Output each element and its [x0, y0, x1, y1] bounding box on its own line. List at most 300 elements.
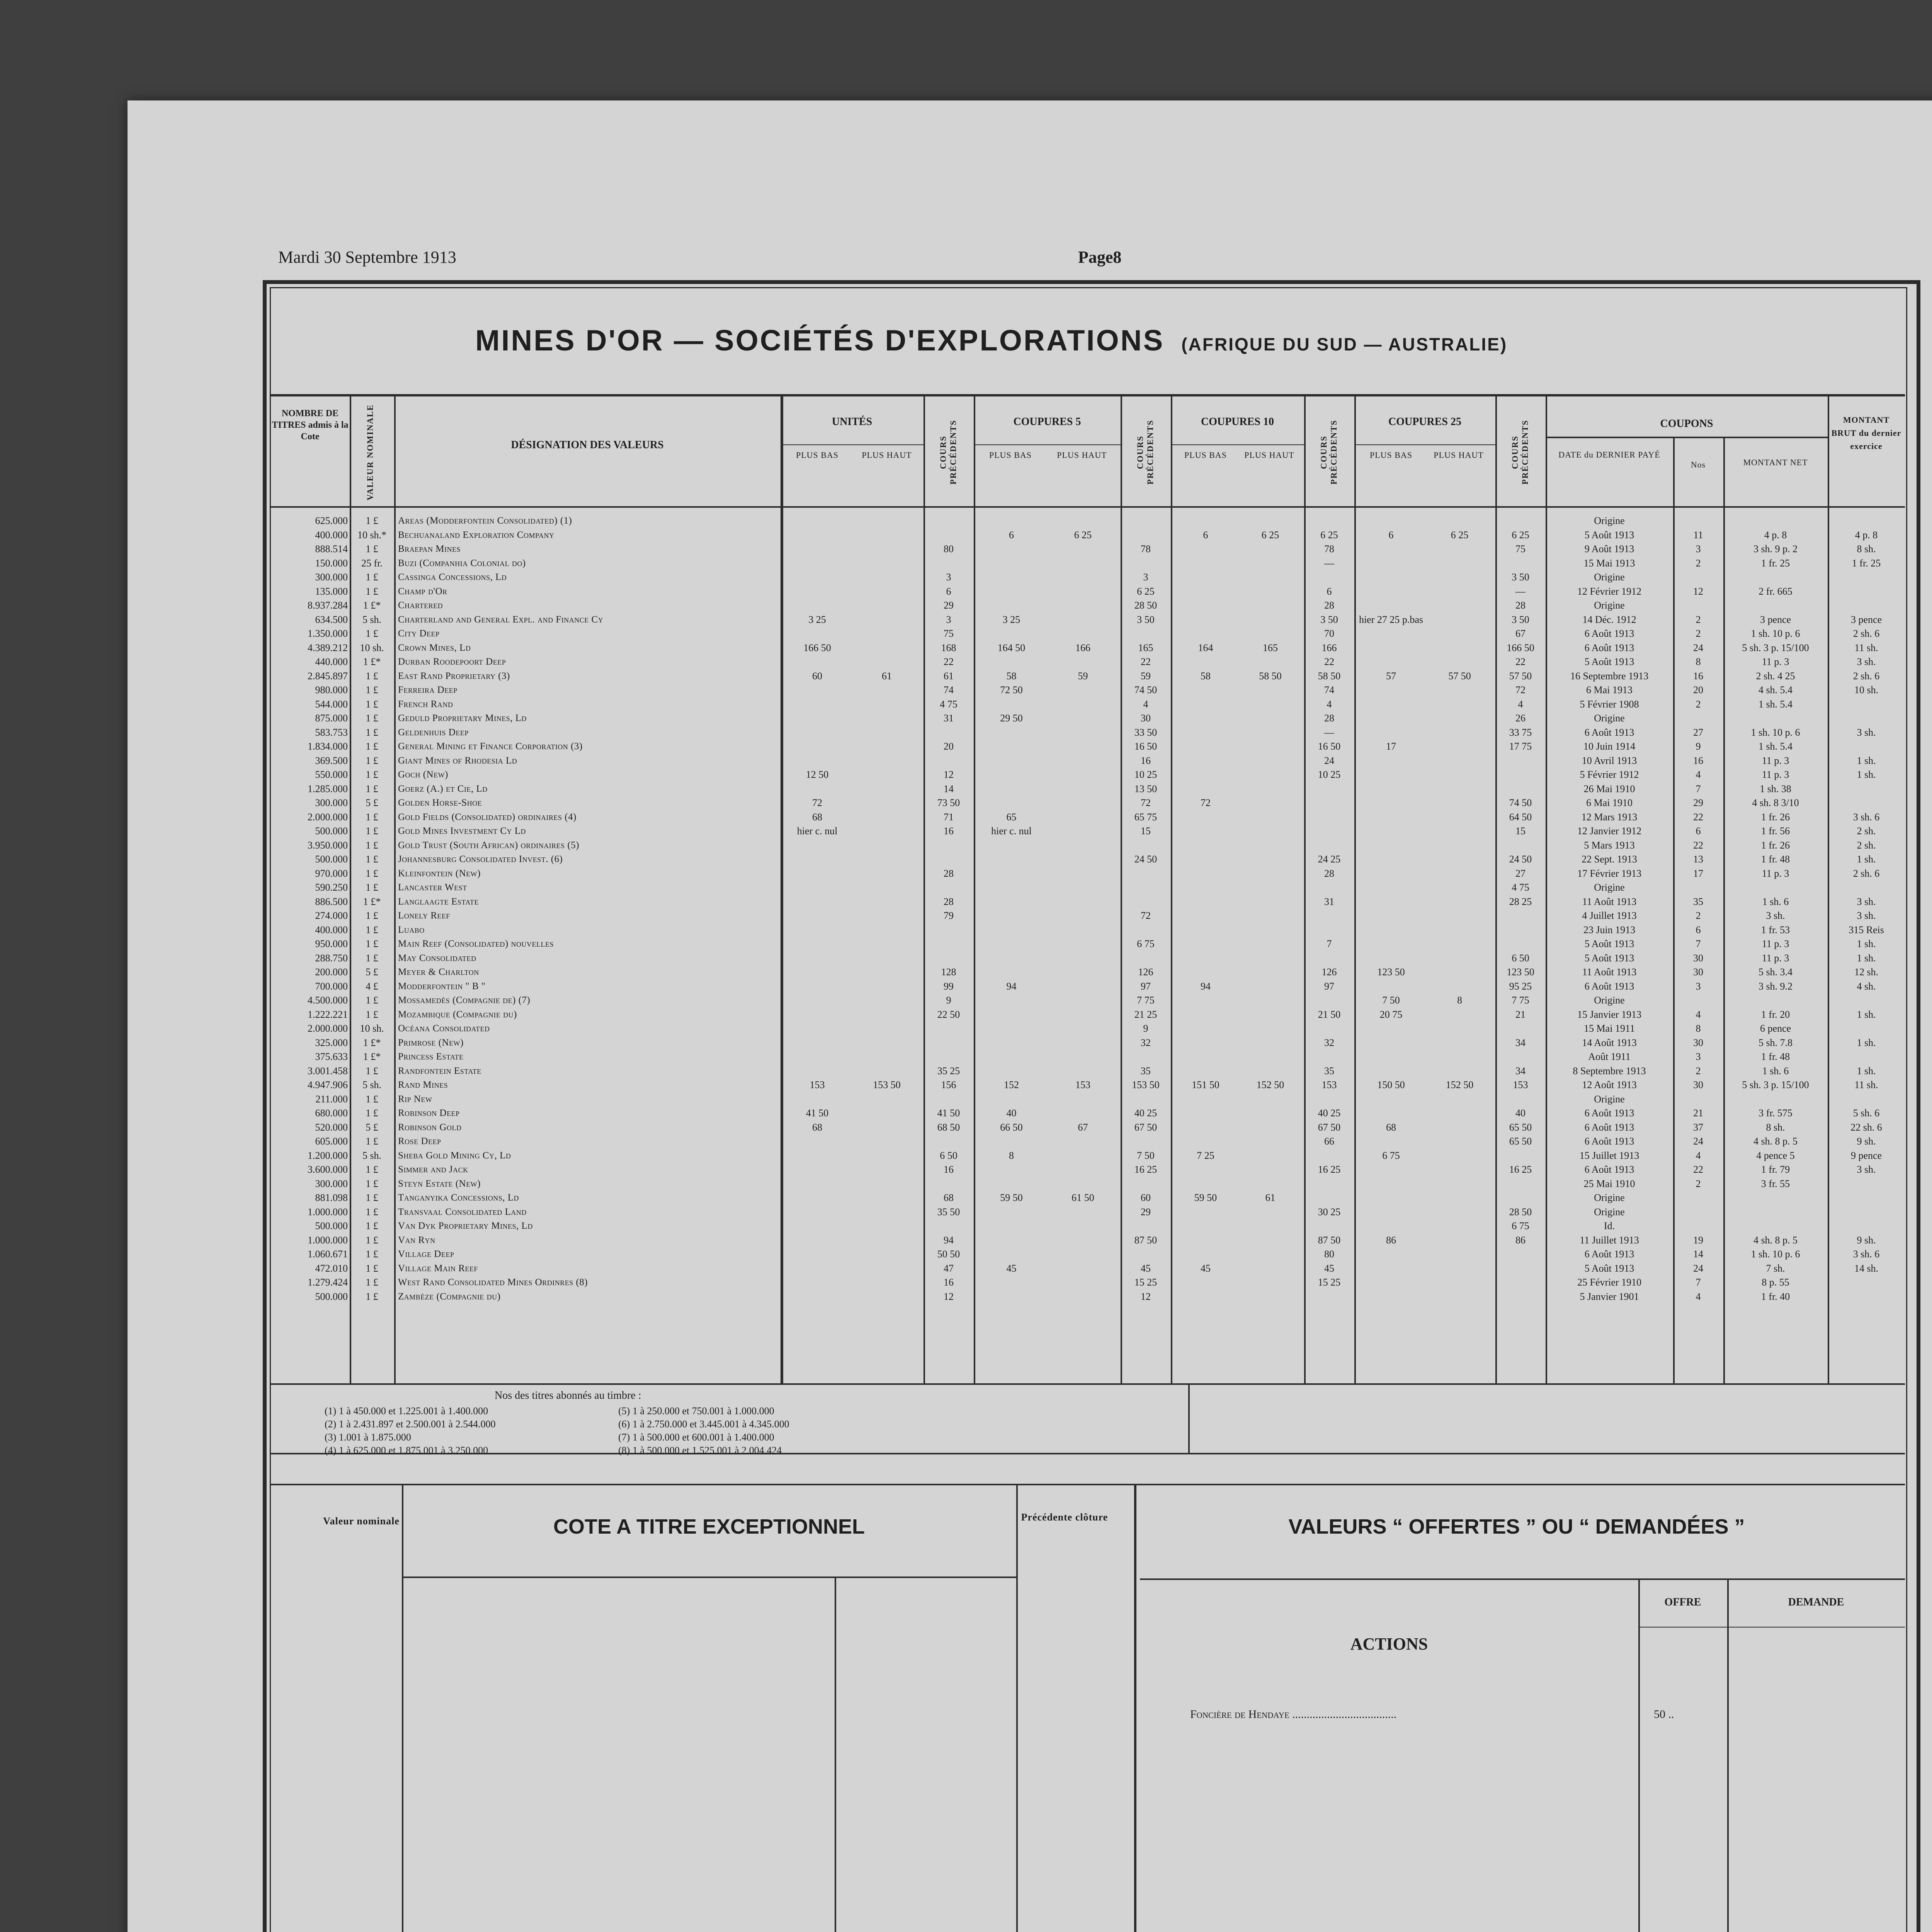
col-coupons: COUPONS: [1660, 418, 1713, 430]
table-cell-uc: 68 50: [937, 1121, 960, 1133]
col-rule: [1673, 437, 1675, 1383]
table-cell-net: 1 sh. 5.4: [1758, 698, 1793, 710]
table-cell-uc: 68: [944, 1192, 954, 1203]
table-cell-uc: 28: [944, 896, 954, 907]
table-cell-uc: 75: [944, 628, 954, 639]
table-cell-d: Areas (Modderfontein Consolidated) (1): [398, 515, 572, 526]
table-cell-date: 8 Septembre 1913: [1573, 1065, 1646, 1077]
table-cell-v: 1 £: [366, 952, 378, 964]
table-cell-date: 15 Juillet 1913: [1579, 1150, 1639, 1161]
table-cell-no: 21: [1693, 1107, 1703, 1119]
table-cell-c25c: 57 50: [1509, 670, 1532, 682]
table-cell-date: 25 Février 1910: [1577, 1277, 1642, 1288]
table-cell-no: 7: [1696, 1277, 1701, 1288]
table-cell-c25b: 152 50: [1446, 1079, 1474, 1090]
table-cell-c10a: 94: [1201, 980, 1211, 992]
table-cell-n: 1.060.671: [308, 1248, 348, 1260]
table-cell-d: Robinson Gold: [398, 1122, 462, 1133]
table-cell-d: Steyn Estate (New): [398, 1178, 481, 1189]
table-cell-uc: 31: [944, 713, 954, 724]
table-cell-c25b: 6 25: [1451, 529, 1469, 541]
table-cell-v: 1 £*: [363, 600, 381, 611]
table-cell-u1: 3 25: [808, 614, 826, 625]
col-plus-bas: PLUS BAS: [1369, 450, 1413, 460]
table-cell-u1: 60: [812, 670, 822, 682]
table-cell-c10c: 97: [1324, 980, 1334, 992]
table-cell-d: Rand Mines: [398, 1080, 448, 1090]
table-cell-n: 200.000: [315, 966, 348, 978]
table-cell-c5b: 61 50: [1071, 1192, 1094, 1203]
table-cell-c10c: 7: [1327, 938, 1332, 949]
table-cell-uc: 74: [944, 684, 954, 696]
table-cell-no: 14: [1693, 1248, 1703, 1260]
table-cell-u1: 166 50: [803, 642, 831, 653]
table-cell-d: Transvaal Consolidated Land: [398, 1206, 527, 1217]
table-cell-c5c: 9: [1143, 1023, 1148, 1034]
rule: [1134, 1485, 1136, 1932]
table-cell-c5c: 10 25: [1134, 769, 1157, 780]
table-cell-date: Origine: [1594, 1192, 1625, 1203]
table-cell-uc: 35 50: [937, 1206, 960, 1218]
table-cell-v: 1 £: [366, 698, 378, 710]
table-cell-date: 10 Avril 1913: [1582, 755, 1637, 766]
offertes-item: [1190, 1708, 1396, 1721]
table-cell-d: Kleinfontein (New): [398, 868, 481, 879]
table-cell-c5c: 3: [1143, 571, 1148, 583]
table-cell-net: 5 sh. 3 p. 15/100: [1742, 1079, 1809, 1090]
table-cell-c10b: 152 50: [1256, 1079, 1284, 1090]
timbre-note: (8) 1 à 500.000 et 1.525.001 à 2.004.424: [618, 1445, 782, 1456]
table-cell-date: Origine: [1594, 571, 1625, 583]
timbre-note: (1) 1 à 450.000 et 1.225.001 à 1.400.000: [325, 1405, 488, 1417]
table-cell-d: Modderfontein " B ": [398, 981, 486, 992]
table-cell-brut: 3 sh.: [1857, 910, 1876, 921]
table-cell-net: 7 sh.: [1766, 1262, 1785, 1274]
table-cell-v: 1 £: [366, 1093, 378, 1105]
table-cell-c25b: 57 50: [1448, 670, 1471, 682]
table-cell-n: 4.389.212: [308, 642, 348, 653]
table-cell-uc: 128: [941, 966, 956, 978]
table-cell-c5a: 65: [1006, 811, 1017, 823]
table-cell-brut: 3 sh. 6: [1853, 1248, 1880, 1260]
table-cell-n: 211.000: [315, 1093, 348, 1105]
table-cell-brut: 3 pence: [1850, 614, 1882, 625]
table-cell-uc: 16: [944, 1164, 954, 1175]
table-cell-v: 1 £: [366, 854, 378, 865]
table-cell-c25c: 15: [1515, 825, 1526, 837]
table-cell-uc: 61: [944, 670, 954, 682]
col-nombre: NOMBRE DE TITRES admis à la Cote: [272, 408, 349, 442]
table-cell-v: 1 £: [366, 741, 378, 752]
table-cell-c5a: 29 50: [1000, 713, 1023, 724]
table-cell-n: 400.000: [315, 924, 348, 935]
table-cell-n: 150.000: [315, 557, 348, 569]
table-cell-no: 37: [1693, 1121, 1703, 1133]
table-cell-n: 500.000: [315, 1291, 348, 1302]
table-cell-no: 8: [1696, 1023, 1701, 1034]
table-cell-d: Zambèze (Compagnie du): [398, 1291, 501, 1302]
table-cell-c10a: 164: [1198, 642, 1213, 653]
table-cell-d: Gold Trust (South African) ordinaires (5): [398, 840, 580, 850]
table-cell-n: 3.600.000: [308, 1164, 348, 1175]
table-cell-d: Champ d'Or: [398, 586, 447, 597]
table-cell-d: Goerz (A.) et Cie, Ld: [398, 783, 488, 794]
table-cell-c5c: 30: [1141, 713, 1151, 724]
table-cell-c10c: 28: [1324, 867, 1334, 879]
table-cell-d: Tanganyika Concessions, Ld: [398, 1192, 519, 1203]
table-cell-no: 24: [1693, 1136, 1703, 1147]
table-cell-net: 1 fr. 20: [1761, 1009, 1790, 1020]
table-cell-c5c: 6 75: [1137, 938, 1155, 949]
table-cell-c5c: 13 50: [1134, 783, 1157, 794]
table-cell-c10c: 70: [1324, 628, 1334, 639]
table-cell-no: 24: [1693, 642, 1703, 653]
table-cell-c5c: 59: [1141, 670, 1151, 682]
table-cell-n: 888.514: [315, 543, 348, 554]
table-cell-d: Meyer & Charlton: [398, 967, 479, 977]
table-cell-v: 5 £: [366, 1121, 378, 1133]
coupons-rule: [1546, 437, 1828, 438]
timbre-note: (4) 1 à 625.000 et 1.875.001 à 3.250.000: [325, 1445, 488, 1456]
table-cell-v: 1 £: [366, 543, 378, 554]
sub-rule: [781, 444, 923, 445]
table-cell-c5c: 16 25: [1134, 1164, 1157, 1175]
table-cell-net: 5 sh. 3.4: [1758, 966, 1793, 978]
table-cell-c5c: 40 25: [1134, 1107, 1157, 1119]
table-cell-c10a: 58: [1201, 670, 1211, 682]
table-cell-d: West Rand Consolidated Mines Ordinres (8): [398, 1277, 588, 1287]
table-cell-c10c: 31: [1324, 896, 1334, 907]
precedente-cloture-header: Précédente clôture: [1021, 1512, 1108, 1523]
table-cell-net: 1 fr. 26: [1761, 811, 1790, 823]
title-sub: (AFRIQUE DU SUD — AUSTRALIE): [1181, 334, 1508, 354]
table-cell-n: 1.000.000: [308, 1206, 348, 1218]
table-cell-net: 11 p. 3: [1762, 938, 1789, 949]
table-cell-v: 1 £: [366, 924, 378, 935]
table-cell-v: 1 £: [366, 571, 378, 583]
table-cell-c25a: 57: [1386, 670, 1396, 682]
table-cell-c25c: 3 50: [1512, 614, 1529, 625]
table-cell-no: 7: [1696, 783, 1701, 794]
table-cell-no: 30: [1693, 1037, 1703, 1048]
table-cell-date: 12 Février 1912: [1577, 585, 1642, 597]
table-cell-net: 3 sh. 9 p. 2: [1753, 543, 1798, 554]
table-cell-c10a: 151 50: [1192, 1079, 1219, 1090]
table-cell-date: 5 Août 1913: [1584, 952, 1634, 964]
table-cell-net: 3 fr. 575: [1759, 1107, 1793, 1119]
table-cell-d: Princess Estate: [398, 1051, 464, 1062]
table-cell-net: 1 fr. 40: [1761, 1291, 1790, 1302]
table-cell-c10b: 61: [1265, 1192, 1276, 1203]
table-cell-n: 583.753: [315, 726, 348, 738]
table-cell-v: 5 £: [366, 797, 378, 808]
table-cell-date: 11 Août 1913: [1582, 966, 1637, 978]
table-cell-n: 550.000: [315, 769, 348, 780]
table-cell-c5c: 165: [1138, 642, 1153, 653]
table-cell-n: 1.222.221: [308, 1009, 348, 1020]
table-cell-n: 300.000: [315, 797, 348, 808]
valeur-nominale-header: Valeur nominale: [323, 1515, 400, 1527]
col-plus-haut: PLUS HAUT: [1434, 450, 1484, 460]
table-cell-n: 369.500: [315, 755, 348, 766]
table-cell-c10c: 74: [1324, 684, 1334, 696]
rule: [402, 1577, 1016, 1578]
demande-header: DEMANDE: [1788, 1596, 1844, 1608]
table-cell-v: 1 £: [366, 825, 378, 837]
table-cell-n: 634.500: [315, 614, 348, 625]
col-rule: [1121, 395, 1122, 1384]
table-cell-n: 881.098: [315, 1192, 348, 1203]
table-cell-no: 22: [1693, 811, 1703, 823]
col-montant-brut: MONTANT BRUT du dernier exercice: [1831, 415, 1901, 451]
table-cell-d: Chartered: [398, 600, 443, 611]
timbre-note: (7) 1 à 500.000 et 600.001 à 1.400.000: [618, 1432, 774, 1443]
col-rule: [1304, 395, 1306, 1384]
table-cell-c5c: 72: [1141, 797, 1151, 808]
col-plus-haut: PLUS HAUT: [1057, 450, 1107, 460]
table-cell-date: 5 Mars 1913: [1584, 839, 1635, 851]
col-rule: [1171, 395, 1172, 1384]
table-cell-brut: 3 sh. 6: [1853, 811, 1880, 823]
table-cell-c25a: hier 27 25 p.bas: [1359, 614, 1423, 625]
offertes-title: VALEURS “ OFFERTES ” OU “ DEMANDÉES ”: [1288, 1515, 1745, 1538]
table-cell-d: Bechuanaland Exploration Company: [398, 529, 554, 540]
table-cell-net: 1 sh. 38: [1760, 783, 1791, 794]
table-cell-d: Lancaster West: [398, 882, 467, 893]
table-cell-v: 10 sh.: [360, 1023, 384, 1034]
table-cell-c5c: 65 75: [1134, 811, 1157, 823]
table-cell-net: 1 sh. 10 p. 6: [1751, 1248, 1800, 1260]
table-cell-d: Van Dyk Proprietary Mines, Ld: [398, 1221, 533, 1231]
col-coupures25: COUPURES 25: [1388, 416, 1461, 428]
table-cell-v: 1 £: [366, 1262, 378, 1274]
table-cell-c10c: 22: [1324, 656, 1334, 667]
col-rule: [1354, 395, 1356, 1384]
table-cell-net: 1 sh. 6: [1762, 1065, 1789, 1077]
table-cell-c5c: 74 50: [1134, 684, 1157, 696]
table-cell-u1: hier c. nul: [797, 825, 838, 837]
table-cell-c5c: 87 50: [1134, 1234, 1157, 1246]
table-cell-brut: 4 sh.: [1857, 980, 1876, 992]
offertes-item-offre: 50 ..: [1654, 1708, 1674, 1721]
table-cell-c10c: 126: [1321, 966, 1337, 978]
table-cell-c10c: 153: [1321, 1079, 1337, 1090]
table-cell-c5c: 4: [1143, 698, 1148, 710]
table-cell-date: 5 Août 1913: [1584, 938, 1634, 949]
table-cell-date: Août 1911: [1588, 1051, 1631, 1062]
table-cell-c5a: 58: [1006, 670, 1017, 682]
table-cell-no: 13: [1693, 854, 1703, 865]
table-cell-no: 20: [1693, 684, 1703, 696]
table-cell-d: Ferreira Deep: [398, 685, 457, 695]
table-cell-c25a: 68: [1386, 1121, 1396, 1133]
table-cell-c10c: 32: [1324, 1037, 1334, 1048]
table-cell-brut: 11 sh.: [1854, 1079, 1878, 1090]
table-cell-c5c: 3 50: [1137, 614, 1155, 625]
table-cell-uc: 41 50: [937, 1107, 960, 1119]
table-cell-uc: 16: [944, 1277, 954, 1288]
table-cell-no: 30: [1693, 966, 1703, 978]
table-cell-c10c: 21 50: [1318, 1009, 1341, 1020]
table-cell-d: May Consolidated: [398, 952, 476, 963]
table-cell-c5c: 97: [1141, 980, 1151, 992]
table-cell-c25c: 123 50: [1507, 966, 1534, 978]
table-cell-no: 4: [1696, 769, 1701, 780]
table-cell-c25a: 17: [1386, 741, 1396, 752]
table-cell-d: Mossamedès (Compagnie de) (7): [398, 995, 531, 1005]
table-cell-c25c: 65 50: [1509, 1121, 1532, 1133]
offertes-item-label: Foncière de Hendaye: [1190, 1708, 1289, 1721]
timbre-title: Nos des titres abonnés au timbre :: [495, 1389, 641, 1401]
table-cell-net: 4 p. 8: [1764, 529, 1787, 541]
section-title: [475, 324, 1750, 357]
table-cell-net: 1 sh. 5.4: [1758, 741, 1793, 752]
table-cell-c5c: 7 75: [1137, 995, 1155, 1006]
table-cell-v: 1 £: [366, 1206, 378, 1218]
table-cell-net: 4 sh. 5.4: [1758, 684, 1793, 696]
table-cell-date: 6 Août 1913: [1584, 980, 1634, 992]
table-cell-c5a: 94: [1006, 980, 1017, 992]
table-cell-v: 1 £: [366, 1065, 378, 1077]
table-cell-c5b: 67: [1078, 1121, 1088, 1133]
table-cell-brut: 3 sh.: [1857, 726, 1876, 738]
table-cell-n: 274.000: [315, 910, 348, 921]
table-cell-c25c: 3 50: [1512, 571, 1529, 583]
table-cell-v: 1 £: [366, 1009, 378, 1020]
table-cell-c5c: 29: [1141, 1206, 1151, 1218]
table-cell-c5c: 24 50: [1134, 854, 1157, 865]
table-cell-no: 4: [1696, 1150, 1701, 1161]
table-cell-net: 4 sh. 8 p. 5: [1753, 1234, 1798, 1246]
table-cell-uc: 28: [944, 867, 954, 879]
table-cell-brut: 2 sh. 6: [1853, 670, 1880, 682]
table-cell-n: 886.500: [315, 896, 348, 907]
table-cell-c5c: 32: [1141, 1037, 1151, 1048]
table-cell-u1: 68: [812, 1121, 822, 1133]
table-cell-d: Cassinga Concessions, Ld: [398, 572, 507, 582]
table-cell-d: Crown Mines, Ld: [398, 642, 471, 653]
table-cell-d: Van Ryn: [398, 1235, 435, 1245]
table-cell-c10c: 45: [1324, 1262, 1334, 1274]
rule: [1727, 1578, 1729, 1932]
table-cell-c10c: 24: [1324, 755, 1334, 766]
col-designation: DÉSIGNATION DES VALEURS: [511, 439, 664, 451]
table-cell-c10c: 166: [1321, 642, 1337, 653]
rule: [1188, 1384, 1190, 1454]
table-cell-d: Durban Roodepoort Deep: [398, 656, 506, 667]
table-cell-date: 25 Mai 1910: [1583, 1178, 1635, 1189]
table-cell-v: 1 £: [366, 882, 378, 893]
table-cell-c5c: 16 50: [1134, 741, 1157, 752]
table-cell-uc: 22: [944, 656, 954, 667]
table-cell-c5b: 6 25: [1074, 529, 1092, 541]
table-cell-date: 9 Août 1913: [1584, 543, 1634, 554]
col-date-dernier: DATE du DERNIER PAYÉ: [1558, 450, 1660, 459]
actions-header: ACTIONS: [1350, 1634, 1428, 1653]
table-cell-n: 980.000: [315, 684, 348, 696]
table-cell-no: 3: [1696, 1051, 1701, 1062]
table-cell-no: 2: [1696, 910, 1701, 921]
table-cell-brut: 5 sh. 6: [1853, 1107, 1880, 1119]
table-cell-c25c: 4 75: [1512, 882, 1529, 893]
table-cell-n: 680.000: [315, 1107, 348, 1119]
table-cell-c25c: 22: [1515, 656, 1526, 667]
table-cell-net: 1 fr. 25: [1761, 557, 1790, 569]
table-cell-v: 1 £: [366, 995, 378, 1006]
table-cell-brut: 2 sh. 6: [1853, 867, 1880, 879]
table-cell-uc: 6: [946, 585, 951, 597]
table-cell-n: 500.000: [315, 825, 348, 837]
table-cell-c5c: 72: [1141, 910, 1151, 921]
table-cell-v: 1 £: [366, 910, 378, 921]
table-cell-c25b: 8: [1457, 995, 1462, 1006]
table-cell-c10c: —: [1324, 557, 1334, 569]
table-cell-n: 4.500.000: [308, 995, 348, 1006]
table-cell-c25c: 72: [1515, 684, 1526, 696]
table-cell-c10c: 35: [1324, 1065, 1334, 1077]
table-cell-c10c: 6: [1327, 585, 1332, 597]
table-cell-uc: 9: [946, 995, 951, 1006]
table-cell-c25c: 28 25: [1509, 896, 1532, 907]
table-cell-c25a: 86: [1386, 1234, 1396, 1246]
table-cell-n: 970.000: [315, 867, 348, 879]
table-cell-c5b: 153: [1075, 1079, 1090, 1090]
table-cell-net: 4 pence 5: [1756, 1150, 1795, 1161]
table-cell-c10c: 58 50: [1318, 670, 1341, 682]
table-cell-no: 2: [1696, 698, 1701, 710]
table-cell-v: 1 £: [366, 1248, 378, 1260]
table-cell-n: 1.279.424: [308, 1277, 348, 1288]
table-cell-brut: 2 sh. 6: [1853, 628, 1880, 639]
table-cell-n: 875.000: [315, 713, 348, 724]
table-cell-d: East Rand Proprietary (3): [398, 670, 510, 681]
table-cell-uc: 16: [944, 825, 954, 837]
table-cell-brut: 9 pence: [1850, 1150, 1882, 1161]
table-cell-v: 5 sh.: [362, 1079, 382, 1090]
table-cell-d: French Rand: [398, 699, 453, 709]
table-cell-brut: 12 sh.: [1854, 966, 1879, 978]
table-cell-n: 300.000: [315, 571, 348, 583]
col-rule: [923, 395, 925, 1384]
table-cell-c25c: 21: [1515, 1009, 1526, 1020]
table-cell-c25c: 166 50: [1507, 642, 1534, 653]
table-cell-c5c: 6 25: [1137, 585, 1155, 597]
table-cell-no: 22: [1693, 839, 1703, 851]
table-cell-uc: 156: [941, 1079, 956, 1090]
table-cell-net: 1 sh. 10 p. 6: [1751, 726, 1800, 738]
table-cell-no: 30: [1693, 952, 1703, 964]
table-cell-date: Origine: [1594, 995, 1625, 1006]
col-rule: [1828, 395, 1829, 1384]
page-number: Page8: [1078, 248, 1122, 267]
table-cell-c25a: 20 75: [1379, 1009, 1403, 1020]
table-cell-d: Main Reef (Consolidated) nouvelles: [398, 939, 554, 949]
table-cell-n: 500.000: [315, 854, 348, 865]
table-bottom-rule: [270, 1383, 1905, 1385]
table-cell-d: Giant Mines of Rhodesia Ld: [398, 755, 517, 766]
table-cell-c10c: 80: [1324, 1248, 1334, 1260]
table-cell-date: 22 Sept. 1913: [1582, 854, 1637, 865]
table-cell-uc: 14: [944, 783, 954, 794]
table-cell-net: 4 sh. 8 p. 5: [1753, 1136, 1798, 1147]
rule: [402, 1485, 403, 1932]
table-cell-c25c: 33 75: [1509, 726, 1532, 738]
table-cell-date: 6 Août 1913: [1584, 726, 1634, 738]
timbre-right: [618, 1405, 927, 1457]
table-cell-d: Village Deep: [398, 1249, 454, 1259]
table-cell-c25c: 153: [1513, 1079, 1528, 1090]
sub-rule: [1354, 444, 1495, 445]
